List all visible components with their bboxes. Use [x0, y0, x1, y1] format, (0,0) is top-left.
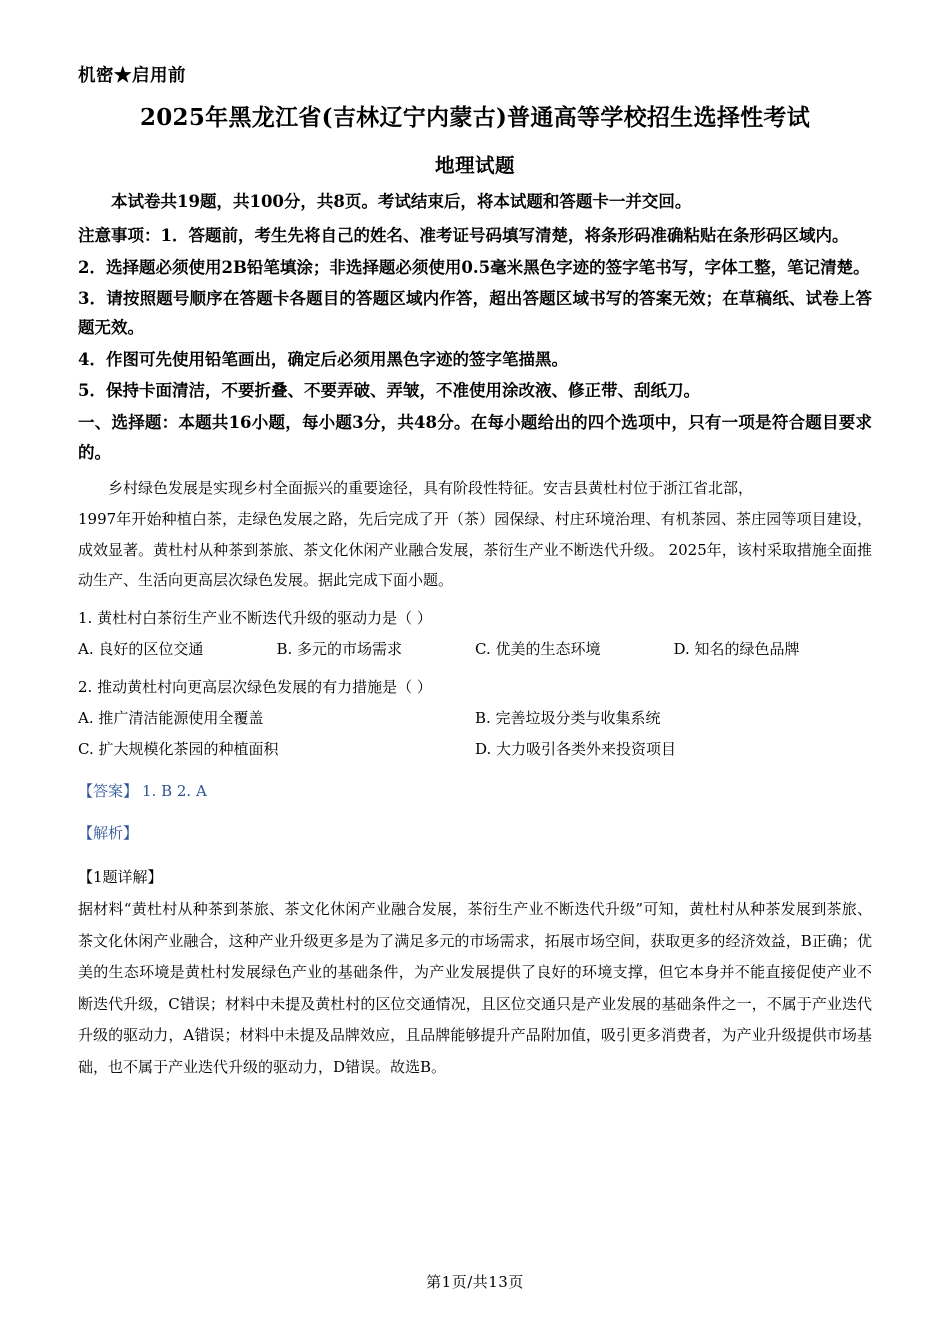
exam-note-4: 4．作图可先使用铅笔画出，确定后必须用黑色字迹的签字笔描黑。	[78, 349, 568, 369]
page-subtitle: 地理试题	[434, 154, 515, 178]
analysis-line	[78, 818, 872, 848]
question-1-stem: 1. 黄杜村白茶衍生产业不断迭代升级的驱动力是（ ）	[78, 609, 432, 628]
answer-text: 1. B 2. A	[142, 782, 207, 801]
question-1-option-a[interactable]: A. 良好的区位交通	[78, 640, 204, 659]
exam-note-3: 3．请按照题号顺序在答题卡各题目的答题区域内作答，超出答题区域书写的答案无效；在草稿纸、试卷上答题无效。	[78, 288, 872, 338]
exam-note-1: 注意事项：1．答题前，考生先将自己的姓名、准考证号码填写清楚，将条形码准确粘贴在条形码区域内。	[78, 226, 849, 246]
question-1-option-c[interactable]: C. 优美的生态环境	[475, 640, 601, 659]
question-1-option-d[interactable]: D. 知名的绿色品牌	[673, 640, 800, 659]
page-title: 2025年黑龙江省(吉林辽宁内蒙古)普通高等学校招生选择性考试	[139, 104, 811, 131]
question-2-option-d[interactable]: D. 大力吸引各类外来投资项目	[475, 740, 677, 759]
answer-tag: 【答案】	[78, 782, 139, 801]
detail-1-heading: 【1题详解】	[78, 868, 163, 887]
page-footer: 第1页/共13页	[426, 1273, 524, 1291]
detail-1-body: 据材料“黄杜村从种茶到茶旅、茶文化休闲产业融合发展，茶衍生产业不断迭代升级”可知，黄杜村从种茶发展到茶旅、茶文化休闲产业融合，这种产业升级更多是为了满足多元的市场需求，拓展市场空间，获取更多的经济效益，B正确；优美的生态环境是黄杜村发展绿色产业的基础条件，为产业发展提供了良好的环境支撑，但它本身并不能直接促使产业不断迭代升级，C错误；材料中未提及黄杜村的区位交通情况，且区位交通只是产业发展的基础条件之一，不属于产业迭代升级的驱动力，A错误；材料中未提及品牌效应，且品牌能够提升产品附加值，吸引更多消费者，为产业升级提供市场基础，也不属于产业迭代升级的驱动力，D错误。故选B。	[78, 900, 872, 1076]
question-1-options	[78, 635, 872, 664]
question-2-stem: 2. 推动黄杜村向更高层次绿色发展的有力措施是（ ）	[78, 677, 432, 696]
material-line-3: 2025年，该村采取措施全面推动生产、生活向更高层次绿色发展。据此完成下面小题。	[78, 540, 872, 590]
question-1-option-b[interactable]: B. 多元的市场需求	[276, 640, 403, 659]
secret-label: 机密★启用前	[78, 66, 186, 86]
question-2-options-row-1	[78, 704, 872, 733]
analysis-tag: 【解析】	[78, 824, 139, 843]
question-2-options-row-2	[78, 735, 872, 764]
material-line-1: 乡村绿色发展是实现乡村全面振兴的重要途径，具有阶段性特征。安吉县黄杜村位于浙江省北部，	[108, 479, 754, 498]
exam-lead: 本试卷共19题，共100分，共8页。考试结束后，将本试题和答题卡一并交回。	[111, 192, 692, 212]
exam-note-5: 5．保持卡面清洁，不要折叠、不要弄破、弄皱，不准使用涂改液、修正带、刮纸刀。	[78, 381, 700, 401]
exam-note-2: 2．选择题必须使用2B铅笔填涂；非选择题必须使用0.5毫米黑色字迹的签字笔书写，字体工整，笔记清楚。	[78, 257, 870, 277]
section-heading: 一、选择题：本题共16小题，每小题3分，共48分。在每小题给出的四个选项中，只有一项是符合题目要求的。	[78, 413, 872, 462]
material-line-2: 1997年开始种植白茶，走绿色发展之路，先后完成了开（茶）园保绿、村庄环境治理、有机茶园、茶庄园等项目建设，成效显著。黄杜村从种茶到茶旅、茶文化休闲产业融合发展，茶衍生产业不断迭代升级。	[78, 509, 872, 559]
question-2-option-b[interactable]: B. 完善垃圾分类与收集系统	[475, 708, 661, 727]
answer-line	[78, 776, 872, 806]
question-2-option-a[interactable]: A. 推广清洁能源使用全覆盖	[78, 708, 264, 727]
question-2-option-c[interactable]: C. 扩大规模化茶园的种植面积	[78, 740, 279, 759]
material-block	[78, 473, 872, 596]
